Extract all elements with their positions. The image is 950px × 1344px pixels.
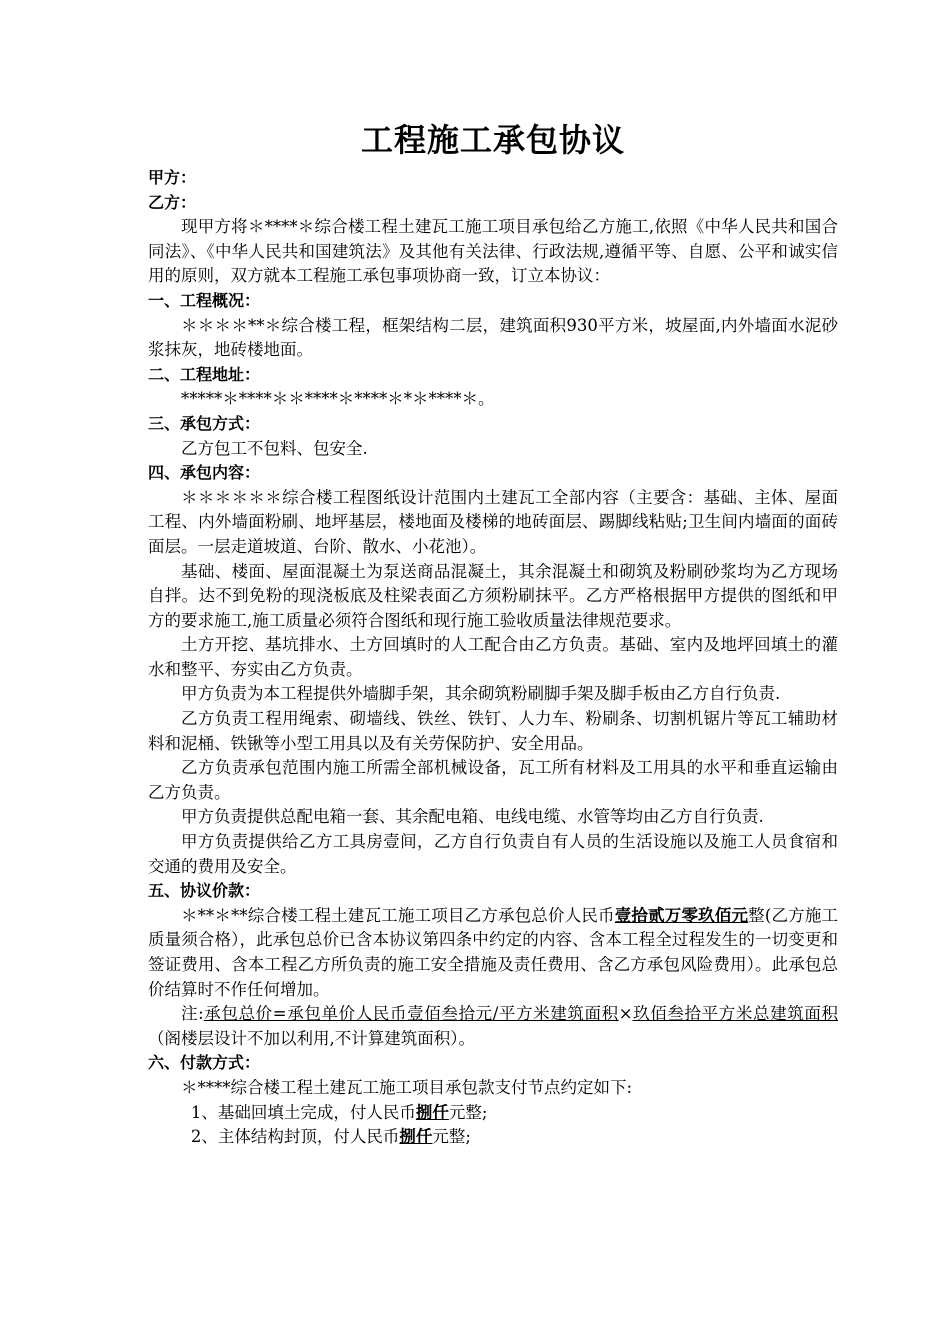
- section-3-heading: 三、承包方式：: [148, 413, 261, 433]
- price-text-pre: ＊**＊**综合楼工程土建瓦工施工项目乙方承包总价人民币: [181, 905, 615, 925]
- section-4-para: 土方开挖、基坑排水、土方回填时的人工配合由乙方负责。基础、室内及地坪回填土的灌水和整平、夯实由乙方负责。: [148, 635, 838, 679]
- document-title: 工程施工承包协议: [360, 121, 625, 159]
- total-price-amount: 壹拾贰万零玖佰元: [614, 905, 749, 925]
- price-text-post: 整(乙方施工质量须合格），此承包总价已含本协议第四条中约定的内容、含本工程全过程发生的一切变更和签证费用、含本工程乙方所负责的施工安全措施及责任费用、含乙方承包风险费用）。此承包总价结算时不作任何增加。: [148, 905, 839, 999]
- intro-paragraph: 现甲方将＊****＊综合楼工程土建瓦工施工项目承包给乙方施工,依照《中华人民共和国合同法》、《中华人民共和国建筑法》及其他有关法律、行政法规,遵循平等、自愿、公平和诚实信用的原则，双方就本工程施工承包事项协商一致，订立本协议：: [148, 217, 838, 286]
- section-2-text: *****＊****＊＊****＊****＊*＊****＊。: [181, 389, 495, 409]
- document-page: [148, 118, 838, 1150]
- section-2-heading: 二、工程地址：: [148, 364, 261, 384]
- section-6-heading: 六、付款方式：: [148, 1053, 261, 1073]
- payment-item: [148, 1101, 838, 1126]
- payment-item-suffix: 元整;: [448, 1102, 488, 1122]
- payment-amount: 捌仟: [399, 1127, 433, 1147]
- section-6-intro: ＊****综合楼工程土建瓦工施工项目承包款支付节点约定如下:: [181, 1077, 633, 1097]
- section-3-text: 乙方包工不包料、包安全.: [181, 438, 368, 458]
- section-4-para: 甲方负责提供给乙方工具房壹间，乙方自行负责自有人员的生活设施以及施工人员食宿和交通的费用及安全。: [148, 832, 838, 876]
- section-4-para: ＊＊＊＊＊＊综合楼工程图纸设计范围内土建瓦工全部内容（主要含：基础、主体、屋面工程、内外墙面粉刷、地坪基层，楼地面及楼梯的地砖面层、踢脚线粘贴;卫生间内墙面的面砖面层。一层走道坡道、台阶、散水、小花池）。: [148, 487, 838, 556]
- party-a-label: 甲方：: [148, 168, 197, 187]
- payment-item-suffix: 元整;: [432, 1127, 471, 1147]
- section-5-note: [148, 1002, 838, 1051]
- note-formula-part1: 承包总价=承包单价人民币壹佰叁拾元/平方米建筑面积: [203, 1004, 619, 1024]
- payment-amount: 捌仟: [415, 1102, 449, 1122]
- note-prefix: 注:: [181, 1004, 204, 1024]
- payment-item: [148, 1125, 838, 1150]
- party-b-label: 乙方：: [148, 192, 197, 212]
- note-multiply-sign: ×: [618, 1004, 633, 1024]
- section-1-text: ＊＊＊＊**＊综合楼工程，框架结构二层，建筑面积930平方米，坡屋面,内外墙面水泥砂浆抹灰，地砖楼地面。: [148, 315, 838, 360]
- section-5-heading: 五、协议价款：: [148, 881, 261, 901]
- section-5-price-paragraph: [148, 904, 838, 1002]
- section-4-heading: 四、承包内容：: [148, 463, 261, 483]
- section-4-para: 乙方负责承包范围内施工所需全部机械设备，瓦工所有材料及工用具的水平和垂直运输由乙方负责。: [148, 758, 838, 802]
- section-4-para: 乙方负责工程用绳索、砌墙线、铁丝、铁钉、人力车、粉刷条、切割机锯片等瓦工辅助材料和泥桶、铁锹等小型工用具以及有关劳保防护、安全用品。: [148, 709, 838, 753]
- payment-item-text: 1、基础回填土完成，付人民币: [190, 1102, 416, 1122]
- section-1-heading: 一、工程概况：: [148, 290, 261, 310]
- section-4-para: 甲方负责提供总配电箱一套、其余配电箱、电线电缆、水管等均由乙方自行负责.: [181, 807, 764, 827]
- section-4-para: 基础、楼面、屋面混凝土为泵送商品混凝土，其余混凝土和砌筑及粉刷砂浆均为乙方现场自拌。达不到免粉的现浇板底及柱梁表面乙方须粉刷抹平。乙方严格根据甲方提供的图纸和甲方的要求施工,施工质量必须符合图纸和现行施工验收质量法律规范要求。: [148, 561, 838, 630]
- note-suffix: （阁楼层设计不加以利用,不计算建筑面积）。: [148, 1028, 475, 1048]
- payment-item-text: 2、主体结构封顶，付人民币: [190, 1127, 400, 1147]
- section-4-para: 甲方负责为本工程提供外墙脚手架，其余砌筑粉刷脚手架及脚手板由乙方自行负责.: [181, 684, 781, 704]
- note-formula-part2: 玖佰叁拾平方米总建筑面积: [632, 1004, 838, 1024]
